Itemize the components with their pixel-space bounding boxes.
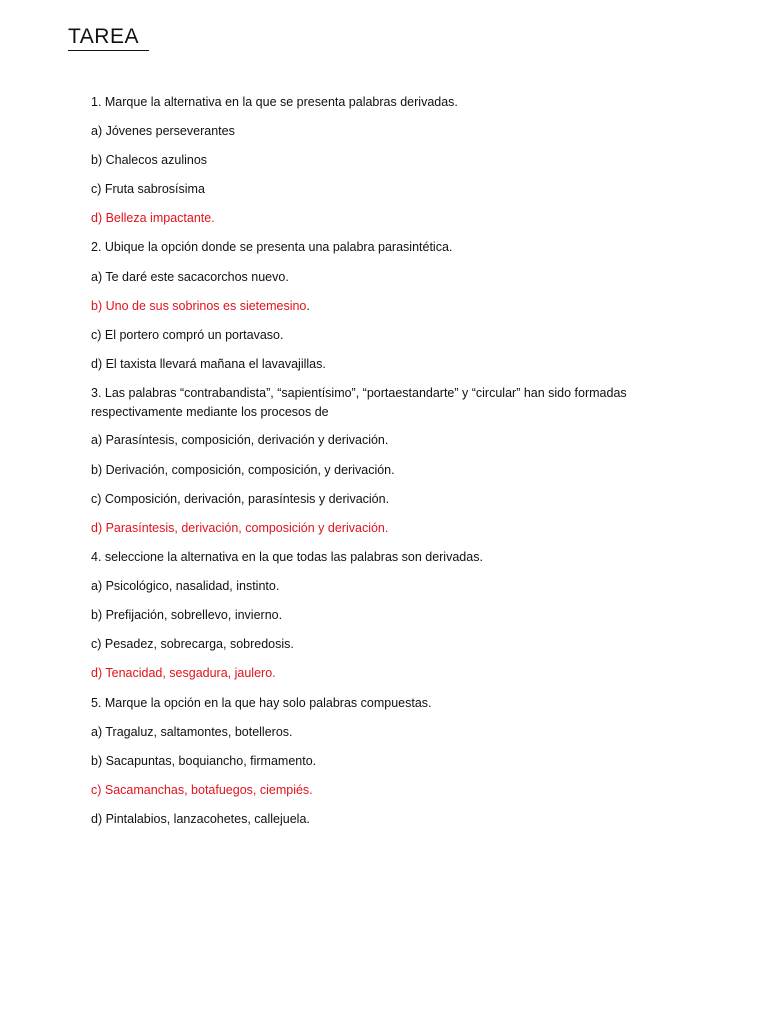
question-2-option-b-correct [91,297,691,316]
question-5-option-b: b) Sacapuntas, boquiancho, firmamento. [91,754,317,768]
question-2-option-a: a) Te daré este sacacorchos nuevo. [91,270,289,284]
question-1-option-b: b) Chalecos azulinos [91,153,208,167]
question-2-option-b-period: . [306,299,310,313]
question-4-option-c: c) Pesadez, sobrecarga, sobredosis. [91,637,294,651]
question-4-prompt: 4. seleccione la alternativa en la que todas las palabras son derivadas. [91,550,483,564]
question-3-option-a: a) Parasíntesis, composición, derivación y derivación. [91,433,389,447]
page-title: TAREA [68,24,149,51]
question-3-prompt: 3. Las palabras “contrabandista”, “sapientísimo”, “portaestandarte” y “circular” han sido formadas respectivamente mediante los procesos de [91,386,627,419]
question-5-prompt: 5. Marque la opción en la que hay solo palabras compuestas. [91,696,432,710]
question-3-option-d-correct: d) Parasíntesis, derivación, composición y derivación. [91,521,389,535]
question-1-option-a: a) Jóvenes perseverantes [91,124,235,138]
question-1-option-c: c) Fruta sabrosísima [91,182,205,196]
question-2-prompt: 2. Ubique la opción donde se presenta una palabra parasintética. [91,240,453,254]
question-1-prompt: 1. Marque la alternativa en la que se presenta palabras derivadas. [91,95,458,109]
question-4-option-b: b) Prefijación, sobrellevo, invierno. [91,608,283,622]
question-4-option-a: a) Psicológico, nasalidad, instinto. [91,579,280,593]
question-5-option-a: a) Tragaluz, saltamontes, botelleros. [91,725,293,739]
question-1-option-d-correct: d) Belleza impactante. [91,211,215,225]
question-2-option-d: d) El taxista llevará mañana el lavavajillas. [91,357,326,371]
question-3-option-c: c) Composición, derivación, parasíntesis y derivación. [91,492,390,506]
question-2-option-c: c) El portero compró un portavaso. [91,328,284,342]
question-5-option-c-correct: c) Sacamanchas, botafuegos, ciempiés. [91,783,313,797]
question-5-option-d: d) Pintalabios, lanzacohetes, callejuela. [91,812,310,826]
question-2-option-b-text: b) Uno de sus sobrinos es sietemesino [91,299,307,313]
question-4-option-d-correct: d) Tenacidad, sesgadura, jaulero. [91,666,276,680]
question-3-option-b: b) Derivación, composición, composición, y derivación. [91,463,395,477]
